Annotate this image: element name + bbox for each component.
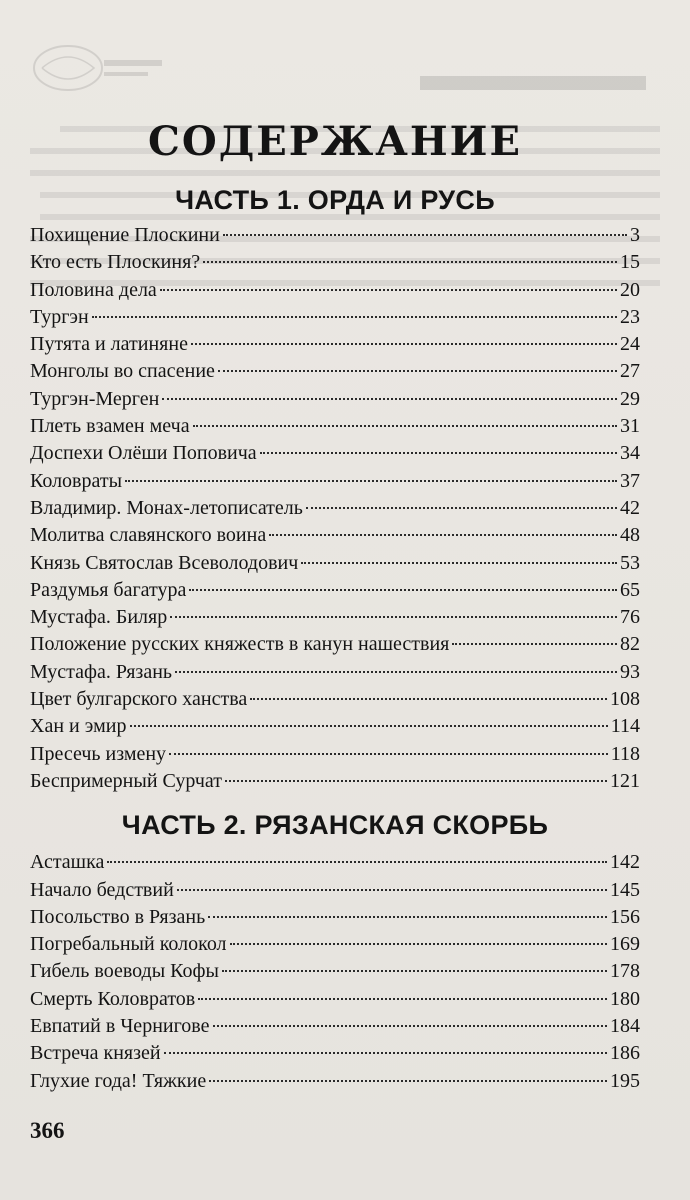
toc-entry-title: Смерть Коловратов <box>30 987 196 1010</box>
dot-leader <box>193 425 617 427</box>
toc-entry-page: 93 <box>620 660 640 683</box>
toc-entry-title: Владимир. Монах-летописатель <box>30 496 303 519</box>
dot-leader <box>230 943 607 945</box>
toc-entry-page: 156 <box>610 905 640 928</box>
dot-leader <box>189 589 617 591</box>
dot-leader <box>164 1052 607 1054</box>
toc-entry-page: 42 <box>620 496 640 519</box>
dot-leader <box>92 316 617 318</box>
toc-entry <box>30 904 640 931</box>
toc-entry-title: Посольство в Рязань <box>30 905 206 928</box>
toc-entry-title: Половина дела <box>30 278 157 301</box>
toc-entry <box>30 249 640 276</box>
toc-entry <box>30 468 640 495</box>
toc-entry <box>30 413 640 440</box>
part-1-heading: ЧАСТЬ 1. ОРДА И РУСЬ <box>175 185 495 215</box>
dot-leader <box>208 916 607 918</box>
page-number: 366 <box>30 1118 65 1143</box>
toc-entry <box>30 386 640 413</box>
dot-leader <box>130 725 608 727</box>
toc-entry-title: Князь Святослав Всеволодович <box>30 551 299 574</box>
toc-entry-page: 114 <box>610 715 640 738</box>
toc-entry-page: 15 <box>620 251 640 274</box>
toc-entry-title: Положение русских княжеств в канун нашествия <box>30 633 450 656</box>
toc-entry-page: 180 <box>610 987 640 1010</box>
table-of-contents <box>30 118 640 1095</box>
toc-entry-page: 178 <box>610 960 640 983</box>
part-2-entries <box>30 849 640 1095</box>
toc-entry <box>30 659 640 686</box>
toc-entry-title: Тургэн <box>30 305 89 328</box>
dot-leader <box>260 452 617 454</box>
toc-entry <box>30 877 640 904</box>
dot-leader <box>250 698 607 700</box>
toc-entry-title: Хан и эмир <box>30 715 127 738</box>
part-1-entries <box>30 222 640 795</box>
toc-entry-title: Мустафа. Рязань <box>30 660 173 683</box>
toc-entry-page: 48 <box>620 524 640 547</box>
dot-leader <box>306 507 617 509</box>
dot-leader <box>213 1025 607 1027</box>
dot-leader <box>175 671 617 673</box>
toc-entry-page: 65 <box>620 578 640 601</box>
toc-entry-page: 31 <box>620 415 640 438</box>
toc-entry <box>30 440 640 467</box>
toc-entry-page: 37 <box>620 469 640 492</box>
dot-leader <box>218 370 617 372</box>
toc-entry-title: Асташка <box>30 851 105 874</box>
toc-entry-page: 142 <box>610 851 640 874</box>
toc-entry-title: Глухие года! Тяжкие <box>30 1069 207 1092</box>
toc-entry-title: Путята и латиняне <box>30 333 188 356</box>
toc-entry-page: 145 <box>610 878 640 901</box>
toc-entry-title: Пресечь измену <box>30 742 167 765</box>
dot-leader <box>209 1080 607 1082</box>
toc-entry-page: 82 <box>620 633 640 656</box>
toc-entry-page: 34 <box>620 442 640 465</box>
dot-leader <box>162 398 617 400</box>
toc-entry <box>30 631 640 658</box>
dot-leader <box>177 889 607 891</box>
toc-entry-page: 27 <box>620 360 640 383</box>
dot-leader <box>191 343 617 345</box>
toc-entry-title: Мустафа. Биляр <box>30 606 168 629</box>
dot-leader <box>160 289 617 291</box>
toc-entry-title: Кто есть Плоскиня? <box>30 251 201 274</box>
toc-entry <box>30 741 640 768</box>
bleed-through-emblem <box>28 38 168 98</box>
toc-entry-page: 29 <box>620 387 640 410</box>
toc-entry-title: Встреча князей <box>30 1042 161 1065</box>
toc-entry-page: 23 <box>620 305 640 328</box>
toc-entry-title: Плеть взамен меча <box>30 415 190 438</box>
dot-leader <box>170 616 617 618</box>
toc-entry-title: Коловраты <box>30 469 123 492</box>
dot-leader <box>225 780 607 782</box>
toc-entry-title: Цвет булгарского ханства <box>30 688 248 711</box>
toc-entry-title: Монголы во спасение <box>30 360 215 383</box>
toc-entry-title: Гибель воеводы Кофы <box>30 960 219 983</box>
toc-entry <box>30 1013 640 1040</box>
toc-entry <box>30 358 640 385</box>
toc-entry-title: Евпатий в Чернигове <box>30 1015 210 1038</box>
dot-leader <box>107 861 607 863</box>
dot-leader <box>222 970 607 972</box>
toc-entry <box>30 686 640 713</box>
toc-entry-title: Погребальный колокол <box>30 933 227 956</box>
toc-entry-title: Доспехи Олёши Поповича <box>30 442 257 465</box>
dot-leader <box>223 234 627 236</box>
toc-entry-page: 108 <box>610 688 640 711</box>
toc-entry <box>30 713 640 740</box>
dot-leader <box>203 261 617 263</box>
toc-entry <box>30 222 640 249</box>
toc-entry <box>30 522 640 549</box>
part-2-heading: ЧАСТЬ 2. РЯЗАНСКАЯ СКОРБЬ <box>121 810 549 841</box>
toc-entry-title: Тургэн-Мерген <box>30 387 160 410</box>
toc-entry-title: Начало бедствий <box>30 878 174 901</box>
toc-entry <box>30 1068 640 1095</box>
dot-leader <box>301 562 617 564</box>
toc-entry <box>30 331 640 358</box>
dot-leader <box>125 480 617 482</box>
toc-entry-page: 118 <box>610 742 640 765</box>
toc-entry-title: Беспримерный Сурчат <box>30 769 223 792</box>
toc-entry <box>30 550 640 577</box>
toc-entry <box>30 604 640 631</box>
toc-entry-page: 76 <box>620 606 640 629</box>
toc-entry <box>30 849 640 876</box>
bleed-through-header <box>420 70 650 96</box>
toc-entry-page: 186 <box>610 1042 640 1065</box>
toc-entry <box>30 277 640 304</box>
toc-entry-page: 20 <box>620 278 640 301</box>
toc-entry-title: Похищение Плоскини <box>30 224 220 246</box>
toc-entry-page: 195 <box>610 1069 640 1092</box>
toc-entry <box>30 768 640 795</box>
toc-entry <box>30 495 640 522</box>
toc-entry-page: 184 <box>610 1015 640 1038</box>
toc-entry-title: Раздумья багатура <box>30 578 187 601</box>
dot-leader <box>169 753 608 755</box>
toc-entry <box>30 931 640 958</box>
toc-entry <box>30 986 640 1013</box>
toc-title: СОДЕРЖАНИЕ <box>148 118 522 165</box>
dot-leader <box>452 643 617 645</box>
toc-entry-page: 24 <box>620 333 640 356</box>
dot-leader <box>198 998 607 1000</box>
toc-entry-page: 169 <box>610 933 640 956</box>
toc-entry-page: 121 <box>610 769 640 792</box>
toc-entry-title: Молитва славянского воина <box>30 524 267 547</box>
dot-leader <box>269 534 617 536</box>
toc-entry <box>30 577 640 604</box>
toc-entry <box>30 958 640 985</box>
toc-entry-page: 53 <box>620 551 640 574</box>
toc-entry <box>30 1040 640 1067</box>
toc-entry-page: 3 <box>630 224 640 246</box>
toc-entry <box>30 304 640 331</box>
